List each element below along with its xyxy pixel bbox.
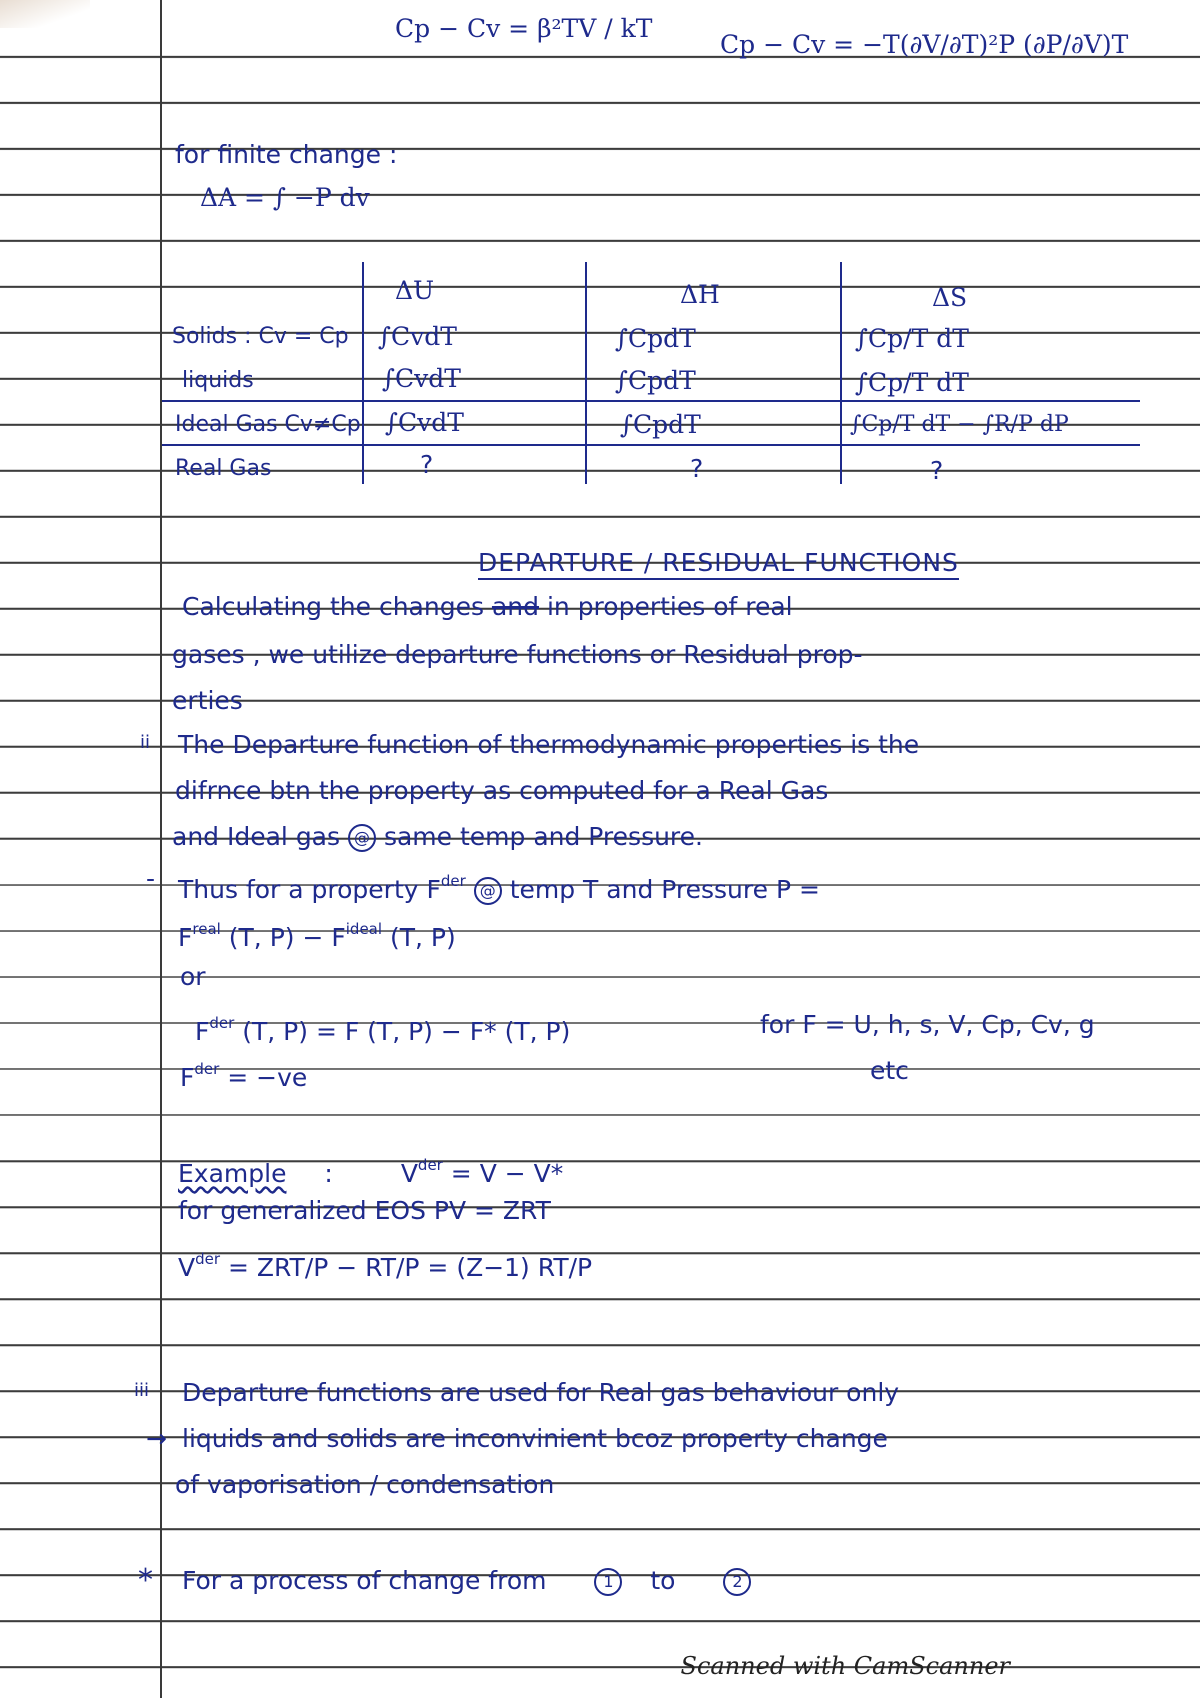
point-marker: - <box>146 864 156 893</box>
property-list: for F = U, h, s, V, Cp, Cv, g <box>760 1010 1095 1039</box>
text-run: (T, P) − F <box>228 923 346 952</box>
superscript: der <box>209 1014 235 1032</box>
table-cell: ∫Cp/T dT <box>855 368 969 397</box>
scanner-watermark: Scanned with CamScanner <box>680 1652 1010 1680</box>
table-row-label: Real Gas <box>175 456 272 481</box>
finite-change-formula: ΔA = ∫ −P dv <box>200 183 370 212</box>
point-marker: iii <box>134 1380 150 1401</box>
arrow-marker: → <box>146 1424 167 1453</box>
text-run: F <box>178 923 193 952</box>
table-cell: ∫CpdT <box>615 366 696 395</box>
table-cell: ∫CvdT <box>378 322 457 351</box>
page-corner-shadow <box>0 0 90 28</box>
point-ii-line <box>172 822 703 852</box>
asterisk-marker: * <box>138 1563 153 1598</box>
example-label: Example <box>178 1159 287 1188</box>
table-header-ds: ΔS <box>932 283 968 312</box>
point-marker: ii <box>140 732 151 753</box>
thus-line <box>178 914 456 953</box>
table-rule <box>162 444 1140 446</box>
point-ii-line: difrnce btn the property as computed for a Real Gas <box>175 776 829 805</box>
superscript: der <box>195 1250 221 1268</box>
etc-text: etc <box>870 1056 909 1085</box>
intro-text: in properties of real <box>546 592 793 621</box>
text-run: V <box>178 1253 196 1282</box>
table-divider-2 <box>585 262 587 484</box>
formula-cp-cv-partial: Cp − Cv = −T(∂V/∂T)²P (∂P/∂V)T <box>720 30 1129 59</box>
example-line <box>178 1150 563 1189</box>
text-run: = ZRT/P − RT/P = (Z−1) RT/P <box>227 1253 593 1282</box>
table-row-label: liquids <box>182 368 254 393</box>
thus-line <box>178 866 820 905</box>
text-run: F <box>195 1017 210 1046</box>
table-divider-1 <box>362 262 364 484</box>
text-run: Thus for a property F <box>178 875 441 904</box>
superscript: der <box>417 1156 443 1174</box>
intro-line: erties <box>172 686 243 715</box>
point-iii-line: of vaporisation / condensation <box>175 1470 555 1499</box>
table-cell: ? <box>690 454 704 483</box>
at-symbol: @ <box>474 877 502 905</box>
finite-change-heading: for finite change : <box>175 140 398 169</box>
table-cell: ∫Cp/T dT <box>855 324 969 353</box>
at-symbol: @ <box>348 824 376 852</box>
table-cell: ? <box>930 456 944 485</box>
table-row-label: Solids : Cv = Cp <box>172 324 349 349</box>
text-run: (T, P) <box>389 923 456 952</box>
text-run: V <box>400 1159 418 1188</box>
text-run: and Ideal gas <box>172 822 341 851</box>
text-run: = V − V* <box>450 1159 564 1188</box>
table-header-dh: ΔH <box>680 280 720 309</box>
superscript: der <box>440 872 466 890</box>
table-divider-3 <box>840 262 842 484</box>
point-ii-line: The Departure function of thermodynamic properties is the <box>178 730 920 759</box>
text-run: F <box>180 1063 195 1092</box>
text-run: = −ve <box>227 1063 308 1092</box>
text-run: temp T and Pressure P = <box>509 875 820 904</box>
text-run: same temp and Pressure. <box>383 822 703 851</box>
table-cell: ∫CvdT <box>382 364 461 393</box>
table-header-du: ΔU <box>395 276 435 305</box>
point-iii-line: liquids and solids are inconvinient bcoz property change <box>182 1424 888 1453</box>
table-cell: ∫CpdT <box>620 410 701 439</box>
formula-cp-cv-beta: Cp − Cv = β²TV / kT <box>395 14 653 43</box>
table-cell: ∫CvdT <box>385 408 464 437</box>
example-derivation <box>178 1244 592 1283</box>
table-cell: ? <box>420 450 434 479</box>
struck-word: and <box>491 592 539 621</box>
process-line <box>182 1566 751 1596</box>
intro-text: Calculating the changes <box>182 592 484 621</box>
intro-line: gases , we utilize departure functions or Residual prop- <box>172 640 863 669</box>
state-2-circle: 2 <box>723 1568 751 1596</box>
state-1-circle: 1 <box>594 1568 622 1596</box>
or-text: or <box>180 962 206 991</box>
table-rule <box>162 400 1140 402</box>
text-run: (T, P) = F (T, P) − F* (T, P) <box>242 1017 571 1046</box>
table-row-label: Ideal Gas Cv≠Cp <box>175 412 361 437</box>
superscript: der <box>194 1060 220 1078</box>
example-eos: for generalized EOS PV = ZRT <box>178 1196 551 1225</box>
intro-line <box>182 592 793 622</box>
departure-equation <box>195 1008 570 1047</box>
superscript: real <box>192 920 221 938</box>
departure-sign <box>180 1054 307 1093</box>
superscript: ideal <box>345 920 383 938</box>
section-title: DEPARTURE / RESIDUAL FUNCTIONS <box>478 548 959 580</box>
point-iii-line: Departure functions are used for Real gas behaviour only <box>182 1378 900 1407</box>
table-cell: ∫CpdT <box>615 324 696 353</box>
text-run: : <box>324 1159 333 1188</box>
text-run: For a process of change from <box>182 1566 547 1595</box>
text-run: to <box>650 1566 676 1595</box>
table-cell: ∫Cp/T dT − ∫R/P dP <box>850 412 1069 437</box>
